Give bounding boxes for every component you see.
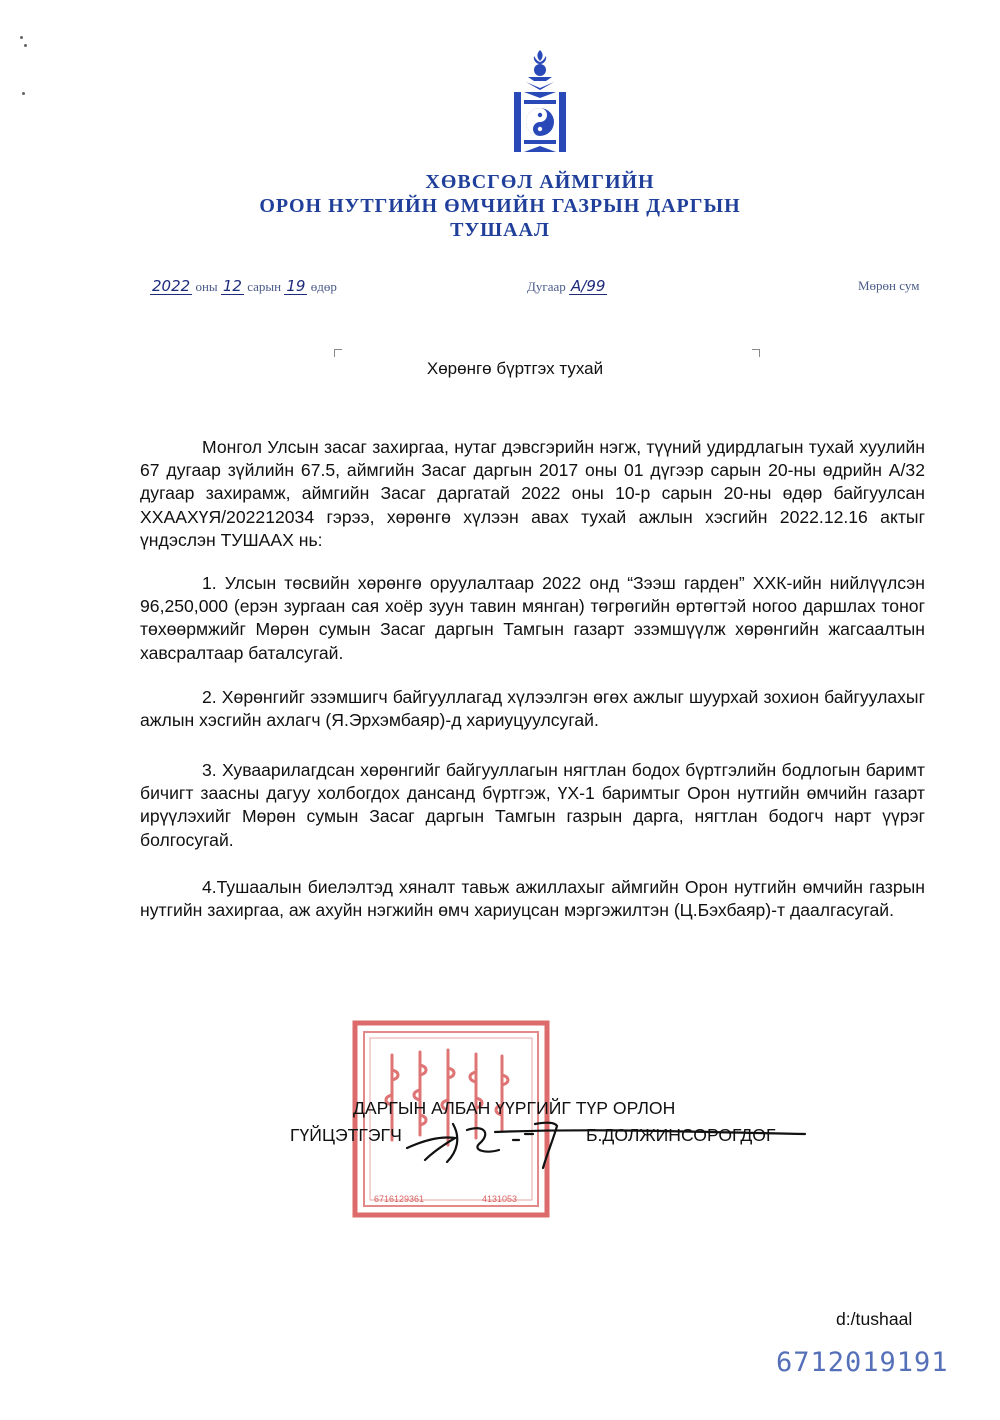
paragraph: Монгол Улсын засаг захиргаа, нутаг дэвсгэрийн нэгж, түүний удирдлагын тухай хуулийн 67 дугаар зүйлийн 67.5, аймгийн Засаг даргын 2017 оны 01 дүгээр сарын 20-ны өдрийн А/32 дугаар захирамж, аймгийн Засаг даргатай 2022 оны 10-р сарын 20-ны өдөр байгуулсан ХХААХҮЯ/202212034 гэрээ, хөрөнгө хүлээн авах тухай ажлын хэсгийн 2022.12.16 актыг үндэслэн ТУШААХ нь: — [140, 437, 925, 550]
subject-title: Хөрөнгө бүртгэх тухай — [426, 359, 604, 378]
date-year: 2022 — [152, 277, 191, 295]
date-day-label: өдөр — [310, 279, 337, 294]
handwritten-signature — [395, 1110, 815, 1170]
signer-title-line2: ГҮЙЦЭТГЭГЧ — [290, 1125, 402, 1145]
place: Мөрөн сум — [858, 278, 920, 293]
date-month: 12 — [222, 277, 242, 295]
signer-name: Б.ДОЛЖИНСОРОГДОГ — [586, 1125, 776, 1145]
scan-speck — [24, 44, 27, 47]
soyombo-emblem-icon — [508, 48, 572, 158]
order-number-value: А/99 — [571, 277, 606, 295]
header-document-type: ТУШААЛ — [450, 219, 550, 241]
scan-speck — [20, 36, 23, 39]
body-item-2 — [140, 686, 925, 732]
subject-bracket-right — [752, 349, 760, 357]
body-item-3 — [140, 759, 925, 852]
stamp-number-right: 4131053 — [482, 1194, 518, 1204]
paragraph: 4.Тушаалын биелэлтэд хяналт тавьж ажиллахыг аймгийн Орон нутгийн өмчийн газрын нутгийн захиргаа, аж ахуйн нэгжийн өмч хариуцсан мэргэжилтэн (Ц.Бэхбаяр)-т даалгасугай. — [140, 877, 925, 921]
header-aimag: ХӨВСГӨЛ АЙМГИЙН — [425, 171, 655, 193]
stamp-number-left: 6716129361 — [374, 1194, 425, 1204]
body-preamble — [140, 436, 925, 552]
subject-bracket-left — [334, 349, 342, 357]
paragraph: 1. Улсын төсвийн хөрөнгө оруулалтаар 2022 онд “Зээш гарден” ХХК-ийн нийлүүлсэн 96,250,000 (ерэн зургаан сая хоёр зуун тавин мянган) төгрөгийн өртөгтэй ногоо даршлах тоног төхөөрмжийг Мөрөн сумын Засаг даргын Тамгын газарт эзэмшүүлж хөрөнгийн жагсаалтын хавсралтаар баталсугай. — [140, 573, 925, 663]
order-number-label: Дугаар — [527, 279, 566, 294]
date-day: 19 — [286, 277, 306, 295]
date-month-label: сарын — [247, 279, 282, 294]
date-year-label: оны — [195, 279, 218, 294]
file-path: d:/tushaal — [836, 1309, 913, 1329]
registration-number: 6712019191 — [776, 1347, 949, 1378]
paragraph: 3. Хуваарилагдсан хөрөнгийг байгууллагын нягтлан бодох бүртгэлийн бодлогын баримт бичигт заасны дагуу холбогдох дансанд бүртгэж, ҮХ-1 баримтыг Орон нутгийн өмчийн газарт ирүүлэхийг Мөрөн сумын Засаг даргын Тамгын газрын дарга, нягтлан бодогч нарт үүрэг болгосугай. — [140, 760, 925, 850]
body-item-1 — [140, 572, 925, 665]
scan-speck — [22, 92, 25, 95]
date-line — [150, 278, 337, 295]
signer-title-line1: ДАРГЫН АЛБАН ҮҮРГИЙГ ТҮР ОРЛОН — [353, 1098, 676, 1118]
body-item-4 — [140, 876, 925, 922]
paragraph: 2. Хөрөнгийг эзэмшигч байгууллагад хүлээлгэн өгөх ажлыг шуурхай зохион байгуулахыг ажлын хэсгийн ахлагч (Я.Эрхэмбаяр)-д хариуцуулсугай. — [140, 687, 925, 731]
header-department: ОРОН НУТГИЙН ӨМЧИЙН ГАЗРЫН ДАРГЫН — [259, 195, 741, 217]
order-number — [527, 278, 607, 295]
